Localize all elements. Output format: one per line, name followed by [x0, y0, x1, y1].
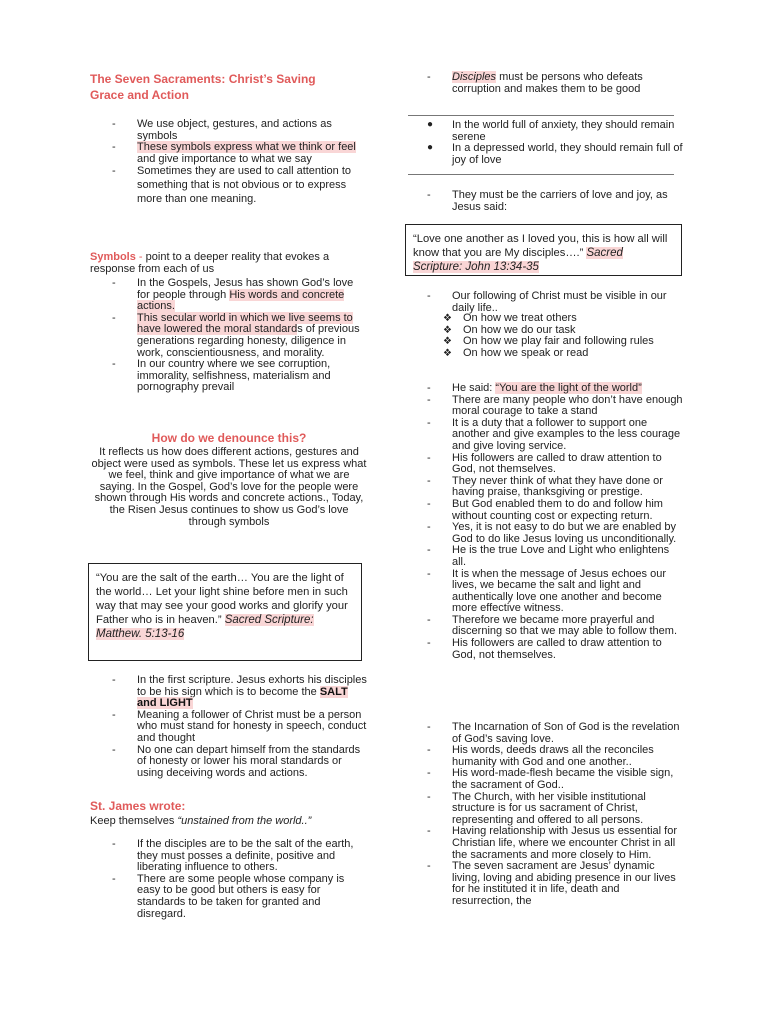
quote-box-john — [405, 224, 682, 276]
list-item: - Yes, it is not easy to do but we are enabled by God to do like Jesus loving us unconditionally. — [427, 521, 677, 545]
list-item: - It is a duty that a follower to support one another and give examples to the less courage and give loving service. — [427, 416, 681, 452]
symbols-label: Symbols — [90, 251, 136, 263]
diamond-bullet-icon: ❖ — [443, 313, 452, 324]
diamond-bullet-icon: ❖ — [443, 347, 452, 359]
list-item: - These symbols express what we think or feel and give importance to what we say — [112, 141, 356, 165]
list-item: ❖ On how we play fair and following rules — [443, 335, 654, 348]
list-item: - There are many people who don’t have enough moral courage to take a stand — [427, 393, 683, 418]
list-item: - He is the true Love and Light who enlightens all. — [427, 544, 670, 568]
list-item: - Having relationship with Jesus us essential for Christian life, where we encounter Christ in all the sacraments and more closely to Him. — [427, 825, 678, 861]
list-item: - We use object, gestures, and actions as symbols — [112, 118, 332, 142]
diamond-bullet-icon: ❖ — [443, 324, 452, 336]
incarnation-list — [405, 722, 683, 908]
visible-life-list — [405, 313, 683, 359]
list-item: - His word-made-flesh became the visible sign, the sacrament of God.. — [427, 767, 674, 791]
quote-text: “Love one another as I loved you, this is how all will know that you are My disciples….” — [413, 233, 668, 259]
james-heading: St. James wrote: — [90, 799, 186, 813]
divider — [408, 115, 674, 116]
list-item: - The seven sacrament are Jesus’ dynamic living, loving and abiding presence in our lives for he instituted it in life, death and resurrection, the — [427, 860, 676, 907]
list-item: - His words, deeds draws all the reconciles humanity with God and one another.. — [427, 744, 654, 768]
diamond-bullet-icon: ❖ — [443, 336, 452, 348]
james-list — [90, 839, 368, 920]
list-item: - His followers are called to draw attention to God, not themselves. — [427, 637, 662, 661]
list-item: ❖ On how we treat others — [443, 312, 577, 324]
following-list — [405, 291, 683, 314]
list-item: - Meaning a follower of Christ must be a person who must stand for honesty in speech, conduct and thought — [112, 708, 367, 744]
symbols-list — [90, 278, 368, 394]
list-item: - He said: “You are the light of the world” — [427, 382, 642, 394]
intro-list — [90, 119, 368, 206]
disciples-list — [405, 72, 683, 95]
james-line: Keep themselves “unstained from the world..” — [90, 815, 312, 827]
light-list — [405, 383, 683, 661]
document-title — [90, 71, 350, 103]
symbols-definition: Symbols - point to a deeper reality that evokes a response from each of us — [90, 251, 330, 275]
denounce-paragraph: It reflects us how does different actions, gestures and object were used as symbols. These let us express what we feel, think and give importance of what we are saying. In the Gospel, God’s love for the people were shown through His words and concrete actions., Today, the Risen Jesus continues to show us God’s love through symbols — [91, 446, 367, 528]
salt-light-list — [90, 675, 368, 779]
list-item: - They never think of what they have done or having praise, thanksgiving or prestige. — [427, 474, 663, 499]
list-item: - They must be the carriers of love and joy, as Jesus said: — [427, 189, 668, 213]
list-item: - The Church, with her visible institutional structure is for us sacrament of Christ, representing and offered to all persons. — [427, 790, 646, 826]
quote-text: “You are the salt of the earth… You are the light of the world… Let your light shine before men in such way that may see your good works and glorify your Father who is in heaven.” — [96, 572, 348, 626]
list-item: - There are some people whose company is easy to be good but others is easy for standards to be taken for granted and disregard. — [112, 872, 345, 920]
serene-list — [405, 120, 683, 166]
list-item: - The Incarnation of Son of God is the revelation of God’s saving love. — [427, 721, 680, 745]
list-item: - It is when the message of Jesus echoes our lives, we became the salt and light and authentically love one another and become more effective witness. — [427, 567, 667, 615]
list-item: - Disciples must be persons who defeats corruption and makes them to be good — [427, 71, 643, 95]
carriers-list — [405, 190, 683, 213]
list-item: - Sometimes they are used to call attention to something that is not obvious or to express more than one meaning. — [112, 165, 352, 205]
list-item: - No one can depart himself from the standards of honesty or lower his moral standards or using deceiving words and actions. — [112, 743, 361, 779]
list-item: ❖ On how we speak or read — [443, 346, 589, 359]
divider — [408, 174, 674, 175]
denounce-heading: How do we denounce this? — [151, 431, 307, 445]
list-item: - If the disciples are to be the salt of the earth, they must posses a definite, positive and liberating influence to others. — [112, 838, 354, 874]
quote-source: Sacred Scripture: Matthew. 5:13-16 — [96, 614, 314, 640]
quote-source: Sacred Scripture: John 13:34-35 — [413, 247, 623, 273]
list-item: ● In the world full of anxiety, they should remain serene — [427, 119, 675, 143]
list-item: - This secular world in which we live seems to have lowered the moral standards of previous generations regarding honesty, diligence in work, conscientiousness, and morality. — [112, 311, 360, 359]
list-item: - But God enabled them to do and follow him without counting cost or expecting return. — [427, 497, 663, 522]
list-item: - In our country where we see corruption, immorality, selfishness, materialism and pornography prevail — [112, 358, 331, 394]
quote-box-matthew — [88, 563, 362, 661]
list-item: ● In a depressed world, they should remain full of joy of love — [427, 142, 683, 166]
list-item: ❖ On how we do our task — [443, 323, 576, 336]
list-item: - In the first scripture. Jesus exhorts his disciples to be his sign which is to become the SALT and LIGHT — [112, 674, 367, 710]
list-item: - His followers are called to draw attention to God, not themselves. — [427, 451, 662, 476]
list-item: - Therefore we became more prayerful and discerning so that we may able to follow them. — [427, 613, 678, 638]
list-item: - Our following of Christ must be visible in our daily life.. — [427, 290, 667, 314]
title-text: The Seven Sacraments: Christ’s Saving Grace and Action — [90, 72, 316, 102]
list-item: - In the Gospels, Jesus has shown God’s love for people through His words and concrete actions. — [112, 277, 354, 313]
